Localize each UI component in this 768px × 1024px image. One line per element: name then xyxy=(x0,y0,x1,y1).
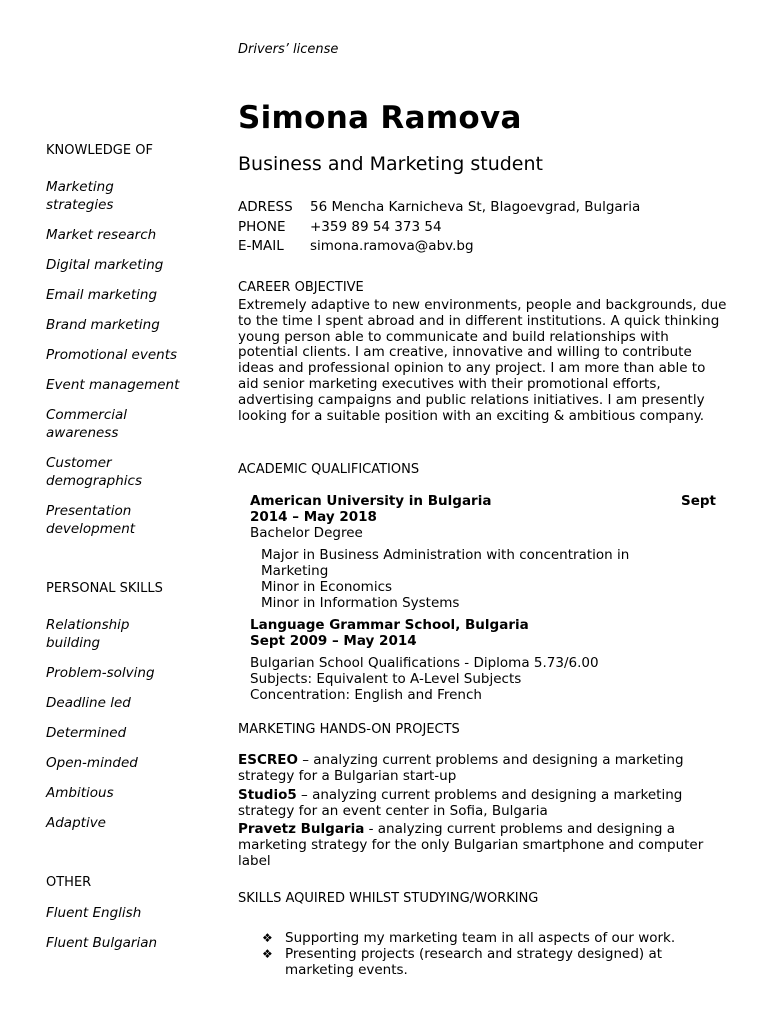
project-item xyxy=(238,753,718,785)
candidate-subtitle: Business and Marketing student xyxy=(238,153,543,175)
contact-label: E-MAIL xyxy=(238,238,284,254)
knowledge-item: Digital marketing xyxy=(46,257,164,273)
other-item: Fluent Bulgarian xyxy=(46,935,158,951)
knowledge-item: Customer demographics xyxy=(46,455,143,489)
school-date-range: Sept 2009 – May 2014 xyxy=(250,633,417,649)
contact-label: PHONE xyxy=(238,219,286,235)
other-heading: OTHER xyxy=(46,875,92,890)
academic-heading: ACADEMIC QUALIFICATIONS xyxy=(238,462,420,477)
objective-heading: CAREER OBJECTIVE xyxy=(238,280,364,295)
knowledge-item: Promotional events xyxy=(46,347,178,363)
project-description: – analyzing current problems and designing a marketing strategy for an event center in Sofia, Bulgaria xyxy=(238,787,683,819)
personal-skill-item: Open-minded xyxy=(46,755,138,771)
university-detail: Minor in Economics xyxy=(261,579,393,595)
personal-skill-item: Problem-solving xyxy=(46,665,155,681)
school-detail: Concentration: English and French xyxy=(250,687,482,703)
personal-skill-item: Deadline led xyxy=(46,695,131,711)
project-name: ESCREO xyxy=(238,752,298,768)
contact-email xyxy=(238,238,474,254)
contact-address xyxy=(238,199,640,215)
diamond-bullet-icon: ❖ xyxy=(262,947,273,961)
project-item xyxy=(238,788,718,820)
university-detail: Major in Business Administration with concentration in xyxy=(261,547,630,563)
knowledge-item: Market research xyxy=(46,227,157,243)
knowledge-item: Marketing strategies xyxy=(46,179,114,213)
skill-text: Supporting my marketing team in all aspects of our work. xyxy=(285,930,676,946)
project-name: Studio5 xyxy=(238,787,297,803)
knowledge-heading: KNOWLEDGE OF xyxy=(46,143,153,158)
project-description: – analyzing current problems and designing a marketing strategy for a Bulgarian start-up xyxy=(238,752,684,784)
knowledge-item: Event management xyxy=(46,377,180,393)
school-detail: Bulgarian School Qualifications - Diploma 5.73/6.00 xyxy=(250,655,599,671)
contact-value: simona.ramova@abv.bg xyxy=(310,238,474,254)
university-detail: Marketing xyxy=(261,563,329,579)
contact-value: +359 89 54 373 54 xyxy=(310,219,442,235)
project-item xyxy=(238,822,718,869)
candidate-name: Simona Ramova xyxy=(238,100,522,136)
other-item: Fluent English xyxy=(46,905,142,921)
university-name: American University in Bulgaria xyxy=(250,493,492,509)
diamond-bullet-icon: ❖ xyxy=(262,931,273,945)
knowledge-item: Brand marketing xyxy=(46,317,160,333)
university-degree: Bachelor Degree xyxy=(250,525,363,541)
project-description: - analyzing current problems and designing a marketing strategy for the only Bulgarian smartphone and computer label xyxy=(238,821,704,869)
university-date-range: 2014 – May 2018 xyxy=(250,509,377,525)
knowledge-item: Commercial awareness xyxy=(46,407,128,441)
personal-skill-item: Ambitious xyxy=(46,785,114,801)
school-name: Language Grammar School, Bulgaria xyxy=(250,617,529,633)
university-date-start: Sept xyxy=(681,493,716,509)
skills-heading: SKILLS AQUIRED WHILST STUDYING/WORKING xyxy=(238,891,539,906)
knowledge-item: Email marketing xyxy=(46,287,158,303)
projects-heading: MARKETING HANDS-ON PROJECTS xyxy=(238,722,460,737)
personal-skill-item: Determined xyxy=(46,725,127,741)
contact-label: ADRESS xyxy=(238,199,293,215)
contact-phone xyxy=(238,219,442,235)
skill-text: Presenting projects (research and strategy designed) at marketing events. xyxy=(285,946,663,978)
project-name: Pravetz Bulgaria xyxy=(238,821,365,837)
knowledge-item: Presentation development xyxy=(46,503,136,537)
personal-skills-heading: PERSONAL SKILLS xyxy=(46,581,163,596)
drivers-license-note: Drivers’ license xyxy=(238,42,339,57)
contact-value: 56 Mencha Karnicheva St, Blagoevgrad, Bulgaria xyxy=(310,199,641,215)
personal-skill-item: Adaptive xyxy=(46,815,106,831)
school-detail: Subjects: Equivalent to A-Level Subjects xyxy=(250,671,522,687)
personal-skill-item: Relationship building xyxy=(46,617,130,651)
university-detail: Minor in Information Systems xyxy=(261,595,460,611)
objective-text: Extremely adaptive to new environments, people and backgrounds, due to the time I spent abroad and in different institutions. A quick thinking young person able to communicate and build relationships with potential clients. I am creative, innovative and willing to contribute ideas and professional opinion to any project. I am more than able to aid senior marketing executives with their promotional efforts, advertising campaigns and public relations initiatives. I am presently looking for a suitable position with an exciting & ambitious company. xyxy=(238,297,727,424)
